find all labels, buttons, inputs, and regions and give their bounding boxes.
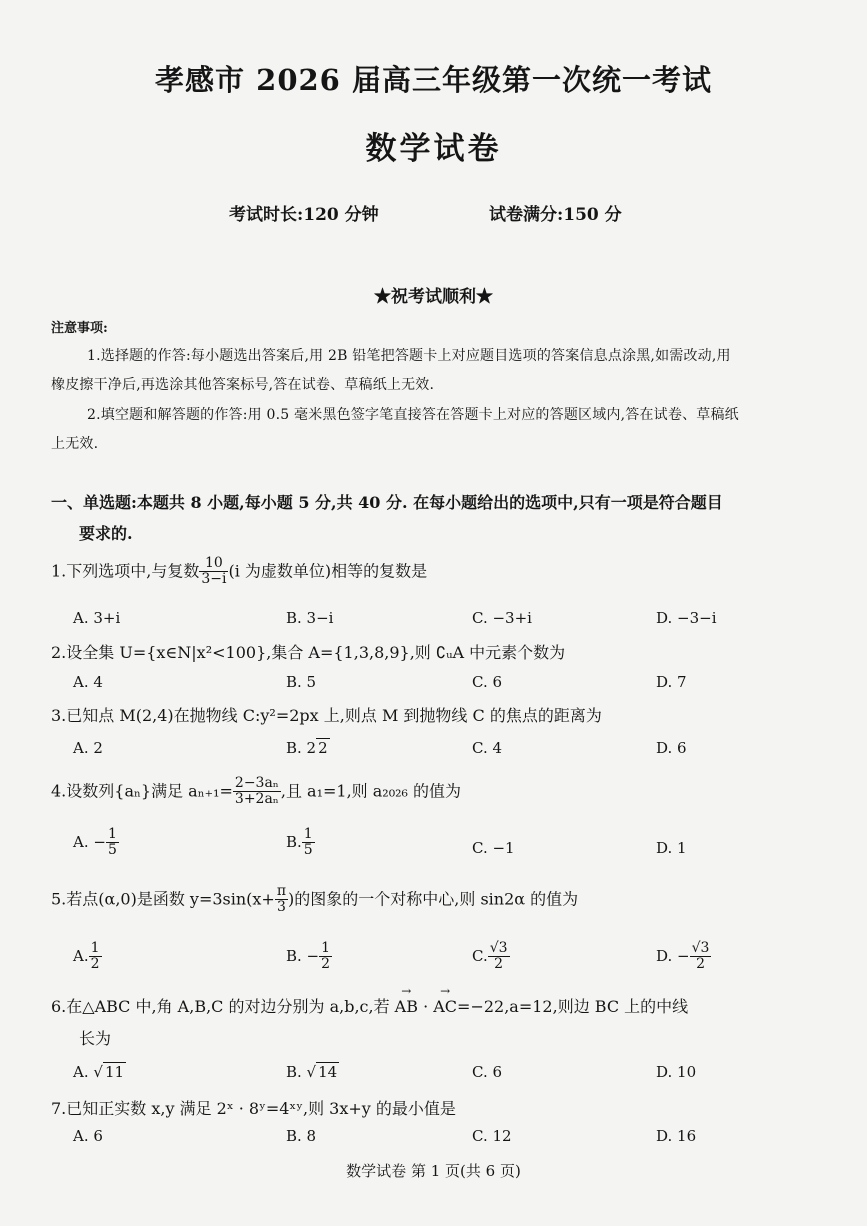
exam-title: 孝感市 2026 届高三年级第一次统一考试 [155, 63, 712, 97]
section-1-heading-cont: 要求的. [79, 524, 133, 543]
q4-frac-den: 3+2aₙ [234, 791, 279, 808]
question-6 [51, 994, 688, 1017]
q2-option-c: C. 6 [472, 673, 503, 691]
q7-option-b: B. 8 [286, 1127, 317, 1145]
q4-a-num: 1 [107, 826, 117, 842]
q6-option-c: C. 6 [472, 1063, 503, 1081]
q6-b-prefix: B. √ [286, 1063, 317, 1081]
exam-full-score: 试卷满分:150 分 [489, 205, 622, 225]
q1-frac-num: 10 [199, 556, 228, 572]
q4-a-prefix: A. − [73, 832, 106, 851]
q5-b-den: 2 [321, 956, 331, 973]
q6-option-b [286, 1063, 339, 1081]
q4-prefix: 4.设数列{aₙ}满足 aₙ₊₁= [51, 781, 233, 801]
question-1 [51, 556, 427, 588]
good-luck-banner: ★祝考试顺利★ [374, 287, 493, 307]
q5-d-den: 2 [696, 956, 705, 973]
q5-a-den: 2 [90, 956, 100, 973]
q4-b-den: 5 [303, 842, 313, 859]
q5-option-c [472, 941, 510, 973]
q1-frac-den: 3−i [201, 571, 227, 588]
page-footer: 数学试卷 第 1 页(共 6 页) [346, 1162, 521, 1180]
q5-frac-den: 3 [276, 899, 286, 916]
note-2-line-2: 上无效. [51, 436, 99, 452]
q7-option-c: C. 12 [472, 1127, 512, 1145]
q6-dot: · [417, 997, 434, 1016]
q1-option-d: D. −3−i [656, 609, 717, 627]
q6-prefix: 6.在△ABC 中,角 A,B,C 的对边分别为 a,b,c,若 [51, 997, 395, 1016]
q3-option-b [286, 739, 330, 757]
question-3: 3.已知点 M(2,4)在抛物线 C:y²=2px 上,则点 M 到抛物线 C 的焦点的距离为 [51, 706, 602, 725]
exam-subtitle: 数学试卷 [365, 131, 502, 167]
q5-a-num: 1 [90, 940, 100, 956]
q2-option-b: B. 5 [286, 673, 317, 691]
q5-suffix: )的图象的一个对称中心,则 sin2α 的值为 [288, 889, 579, 909]
q1-option-a: A. 3+i [73, 609, 121, 627]
q2-option-d: D. 7 [656, 673, 687, 691]
q5-b-num: 1 [321, 940, 331, 956]
note-2-line-1: 2.填空题和解答题的作答:用 0.5 毫米黑色签字笔直接答在答题卡上对应的答题区域内,答在试卷、草稿纸 [87, 407, 739, 423]
q5-c-num: √3 [489, 940, 508, 956]
q5-c-den: 2 [494, 956, 504, 973]
q5-c-prefix: C. [472, 946, 488, 965]
q4-option-a [73, 827, 119, 859]
q6-vector-ab: → AB [395, 997, 418, 1016]
q5-option-b [286, 941, 332, 973]
q6-option-d: D. 10 [656, 1063, 697, 1081]
q5-b-prefix: B. − [286, 946, 320, 965]
exam-duration: 考试时长:120 分钟 [229, 205, 379, 225]
q4-b-num: 1 [303, 826, 313, 842]
note-1-line-2: 橡皮擦干净后,再选涂其他答案标号,答在试卷、草稿纸上无效. [51, 377, 435, 393]
notes-title: 注意事项: [51, 321, 108, 336]
q6-a-radicand: 11 [104, 1063, 125, 1081]
note-1-line-1: 1.选择题的作答:每小题选出答案后,用 2B 铅笔把答题卡上对应题目选项的答案信息点涂黑,如需改动,用 [87, 348, 731, 364]
q4-option-b [286, 827, 315, 859]
q5-frac-num: π [276, 883, 287, 899]
q5-a-prefix: A. [73, 946, 89, 965]
q3-b-prefix: B. 2 [286, 739, 317, 757]
q1-prefix: 1.下列选项中,与复数 [51, 561, 200, 581]
q2-option-a: A. 4 [73, 673, 103, 691]
q3-b-radicand: 2 [318, 739, 328, 757]
q6-a-prefix: A. √ [73, 1063, 103, 1081]
question-7: 7.已知正实数 x,y 满足 2ˣ · 8ʸ=4ˣʸ,则 3x+y 的最小值是 [51, 1099, 456, 1118]
q1-option-b: B. 3−i [286, 609, 334, 627]
q5-fraction [275, 884, 288, 916]
q6-b-radicand: 14 [318, 1063, 338, 1081]
q4-a-den: 5 [107, 842, 117, 859]
q7-option-a: A. 6 [73, 1127, 103, 1145]
q4-b-prefix: B. [286, 832, 302, 851]
q6-option-a [73, 1063, 126, 1081]
q5-d-num: √3 [691, 940, 710, 956]
q1-fraction [199, 556, 228, 588]
q4-suffix: ,且 a₁=1,则 a₂₀₂₆ 的值为 [280, 781, 462, 801]
q6-suffix: =−22,a=12,则边 BC 上的中线 [457, 997, 689, 1016]
q4-option-d: D. 1 [656, 839, 687, 857]
q1-suffix: (i 为虚数单位)相等的复数是 [228, 561, 428, 581]
question-4 [51, 776, 461, 808]
q5-prefix: 5.若点(α,0)是函数 y=3sin(x+ [51, 889, 275, 909]
q6-vector-ac: → AC [433, 997, 457, 1016]
q3-option-d: D. 6 [656, 739, 687, 757]
q5-d-prefix: D. − [656, 946, 690, 965]
q4-frac-num: 2−3aₙ [234, 775, 279, 791]
q7-option-d: D. 16 [656, 1127, 697, 1145]
q3-option-a: A. 2 [73, 739, 103, 757]
section-1-heading: 一、单选题:本题共 8 小题,每小题 5 分,共 40 分. 在每小题给出的选项中,只有一项是符合题目 [51, 493, 723, 512]
q4-option-c: C. −1 [472, 839, 515, 857]
q5-option-a [73, 941, 102, 973]
q4-fraction [233, 776, 281, 808]
question-2: 2.设全集 U={x∈N|x²<100},集合 A={1,3,8,9},则 ∁ᵤA 中元素个数为 [51, 643, 566, 662]
question-5 [51, 884, 578, 916]
q3-option-c: C. 4 [472, 739, 503, 757]
question-6-cont: 长为 [79, 1029, 112, 1048]
q5-option-d [656, 941, 711, 973]
q1-option-c: C. −3+i [472, 609, 532, 627]
